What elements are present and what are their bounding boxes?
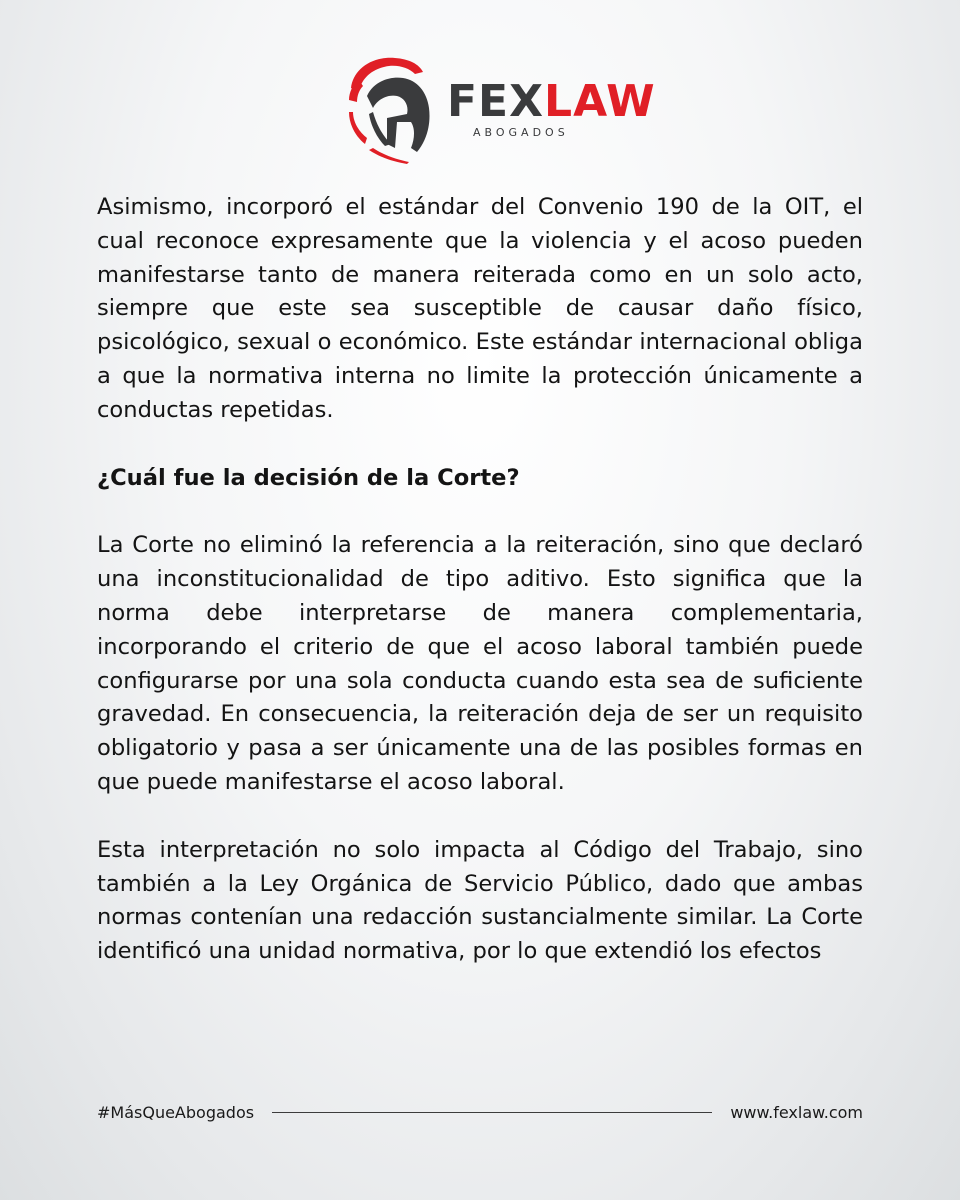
- paragraph-2: La Corte no eliminó la referencia a la reiteración, sino que declaró una inconstitucionalidad de tipo aditivo. Esto significa que la norma debe interpretarse de manera complementaria, incorporando el criterio de que el acoso laboral también puede configurarse por una sola conducta cuando esta sea de suficiente gravedad. En consecuencia, la reiteración deja de ser un requisito obligatorio y pasa a ser únicamente una de las posibles formas en que puede manifestarse el acoso laboral.: [97, 532, 863, 795]
- brand-name: [447, 78, 656, 126]
- brand-name-fex: FEX: [447, 76, 545, 127]
- brand-logo: [343, 52, 656, 164]
- section-heading: ¿Cuál fue la decisión de la Corte?: [97, 464, 520, 491]
- spartan-helmet-icon: [343, 52, 443, 164]
- hashtag: #MásQueAbogados: [97, 1102, 255, 1122]
- footer-divider: [272, 1112, 712, 1113]
- article-body: [97, 191, 863, 969]
- footer: [97, 1100, 863, 1124]
- paragraph-3: Esta interpretación no solo impacta al Código del Trabajo, sino también a la Ley Orgánica de Servicio Público, dado que ambas normas contenían una redacción sustancialmente similar. La Corte identificó una unidad normativa, por lo que extendió los efectos: [97, 836, 863, 965]
- spacer: [97, 495, 863, 529]
- brand-name-law: LAW: [544, 76, 656, 127]
- brand-subtitle: ABOGADOS: [473, 126, 569, 139]
- spacer: [97, 428, 863, 462]
- paragraph-1: Asimismo, incorporó el estándar del Convenio 190 de la OIT, el cual reconoce expresamente que la violencia y el acoso pueden manifestarse tanto de manera reiterada como en un solo acto, siempre que este sea susceptible de causar daño físico, psicológico, sexual o económico. Este estándar internacional obliga a que la normativa interna no limite la protección únicamente a conductas repetidas.: [97, 194, 863, 423]
- website-link[interactable]: www.fexlaw.com: [730, 1102, 863, 1122]
- spacer: [97, 800, 863, 834]
